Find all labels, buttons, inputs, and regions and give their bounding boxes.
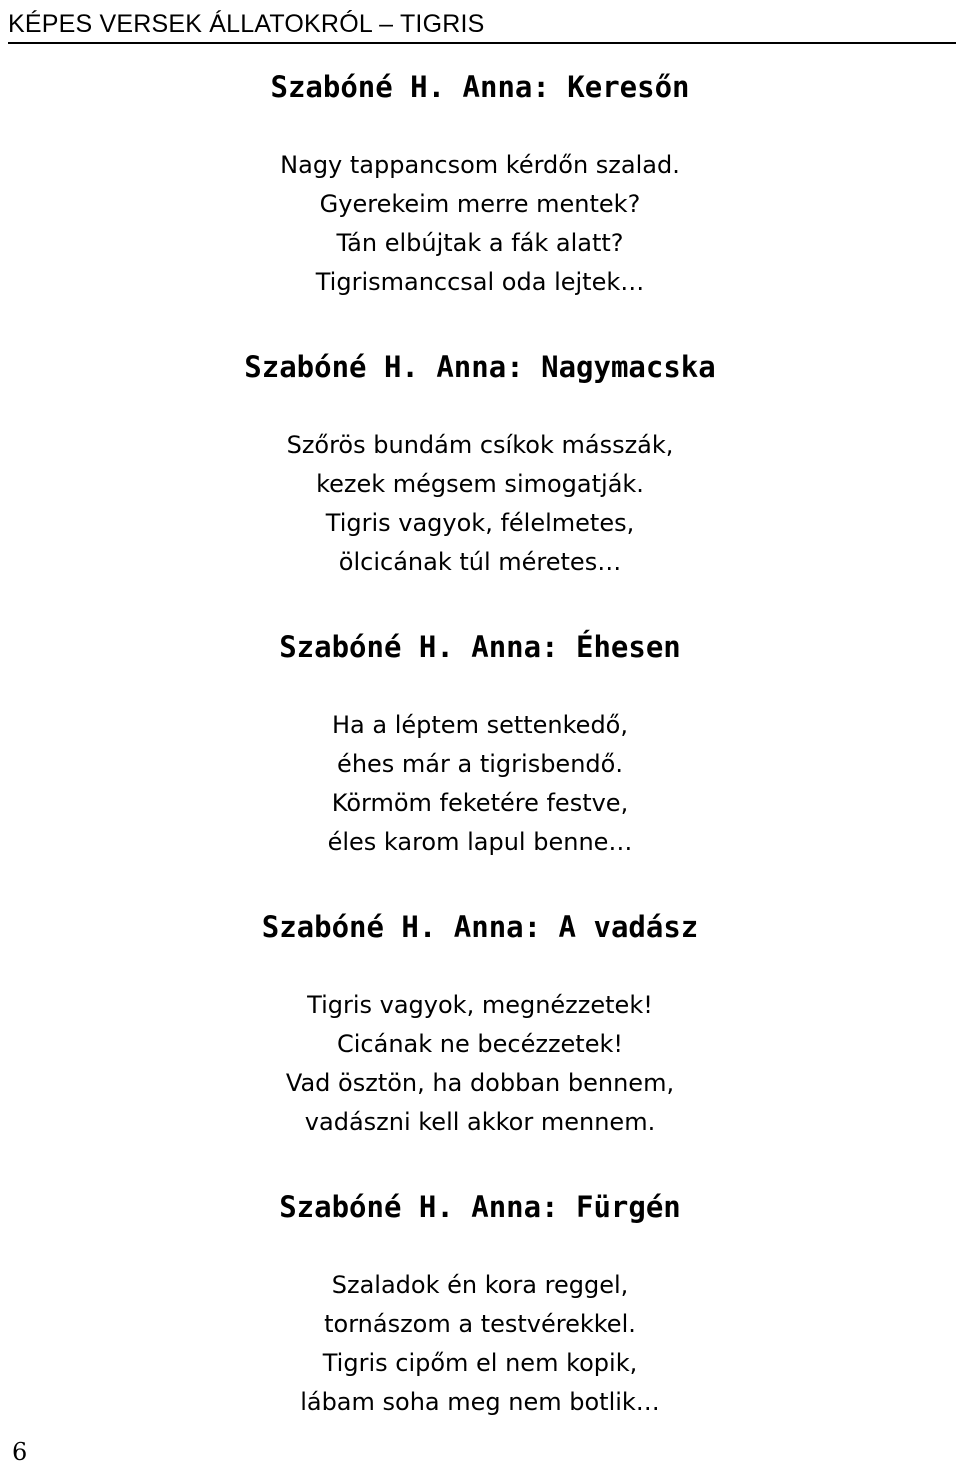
poem-line: Tigris cipőm el nem kopik, [322, 1349, 638, 1377]
poem-line: Ha a léptem settenkedő, [332, 711, 628, 739]
poem-line: Szőrös bundám csíkok másszák, [286, 431, 674, 459]
poem-line: Tigris vagyok, megnézzetek! [307, 991, 653, 1019]
poem-a-vadasz [0, 910, 960, 1142]
poem-line: vadászni kell akkor mennem. [304, 1108, 656, 1136]
page-header [8, 6, 956, 44]
poem-line: tornászom a testvérekkel. [324, 1310, 636, 1338]
poem-line: Cicának ne becézzetek! [337, 1030, 623, 1058]
poem-line: Gyerekeim merre mentek? [319, 190, 641, 218]
poem-line: Tigrismanccsal oda lejtek… [315, 268, 645, 296]
poem-stanza [0, 986, 960, 1142]
poem-stanza [0, 146, 960, 302]
poem-ehesen [0, 630, 960, 862]
header-title: KÉPES VERSEK ÁLLATOKRÓL – TIGRIS [8, 10, 485, 38]
poem-title: Szabóné H. Anna: Fürgén [279, 1190, 681, 1224]
poem-line: kezek mégsem simogatják. [316, 470, 644, 498]
poem-line: éhes már a tigrisbendő. [337, 750, 623, 778]
poem-line: Tán elbújtak a fák alatt? [336, 229, 624, 257]
poem-title: Szabóné H. Anna: Éhesen [279, 630, 681, 664]
poem-line: ölcicának túl méretes… [338, 548, 622, 576]
poem-line: éles karom lapul benne… [327, 828, 633, 856]
poem-keresoen [0, 70, 960, 302]
poem-line: Szaladok én kora reggel, [331, 1271, 629, 1299]
poem-title: Szabóné H. Anna: A vadász [261, 910, 699, 944]
poem-stanza [0, 426, 960, 582]
poem-stanza [0, 1266, 960, 1422]
poem-line: Tigris vagyok, félelmetes, [325, 509, 635, 537]
poem-line: lábam soha meg nem botlik… [300, 1388, 660, 1416]
poem-line: Nagy tappancsom kérdőn szalad. [280, 151, 680, 179]
poem-furgen [0, 1190, 960, 1422]
poem-title: Szabóné H. Anna: Nagymacska [244, 350, 716, 384]
poem-nagymacska [0, 350, 960, 582]
poem-line: Körmöm feketére festve, [331, 789, 629, 817]
poem-line: Vad ösztön, ha dobban bennem, [285, 1069, 675, 1097]
page-number: 6 [12, 1438, 28, 1466]
poem-stanza [0, 706, 960, 862]
poem-title: Szabóné H. Anna: Keresőn [270, 70, 690, 104]
